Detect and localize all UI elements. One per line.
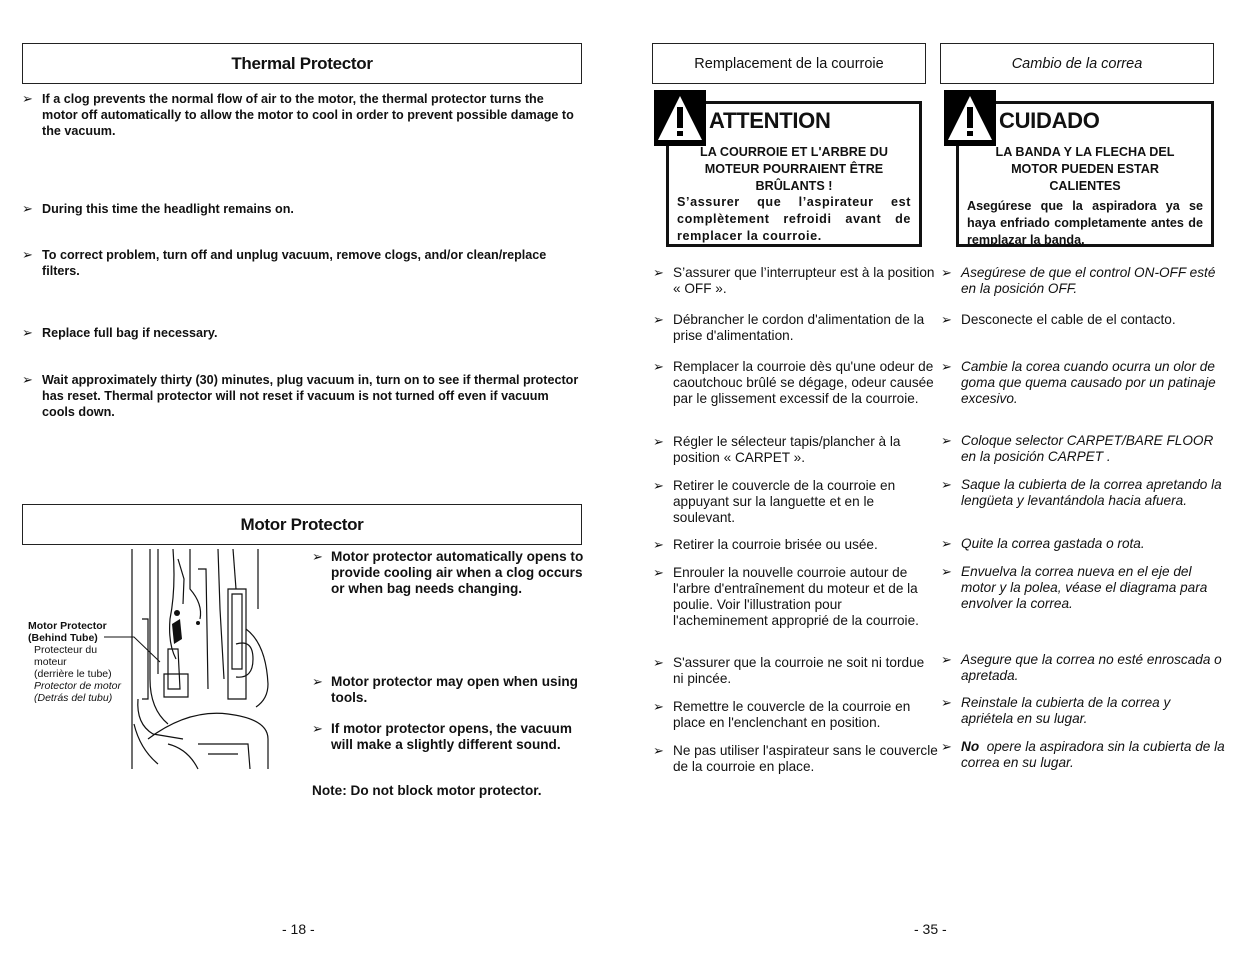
es-step-4: [941, 433, 1226, 465]
fr-warning-title: ATTENTION: [709, 108, 831, 133]
es-step-3: [941, 359, 1226, 407]
fr-step-5-text: Retirer le couvercle de la courroie en appuyant sur la languette et en le soulevant.: [673, 478, 896, 525]
label-en-line-2: (Behind Tube): [28, 632, 98, 644]
fr-step-5: [653, 478, 938, 526]
arrowhead-icon: ➢: [941, 265, 952, 280]
motor-bullet-1: [312, 549, 587, 597]
es-step-5: [941, 477, 1226, 509]
es-step-1-text: Asegúrese de que el control ON-OFF esté en la posición OFF.: [961, 265, 1216, 296]
arrowhead-icon: ➢: [312, 674, 323, 689]
arrowhead-icon: ➢: [22, 201, 33, 216]
fr-step-7-text: Enrouler la nouvelle courroie autour de l'arbre d'entraînement du moteur et de la poulie. Voir l'illustration pour l'acheminement approprié de la courroie.: [673, 565, 919, 628]
arrowhead-icon: ➢: [653, 655, 664, 670]
motor-bullet-1-text: Motor protector automatically opens to provide cooling air when a clog occurs or when bag needs changing.: [331, 549, 584, 596]
es-step-7-text: Envuelva la correa nueva en el eje del motor y la polea, véase el diagrama para envolver la correa.: [961, 564, 1208, 611]
es-step-6: [941, 536, 1226, 552]
es-section-header: [940, 43, 1214, 84]
es-step-5-text: Saque la cubierta de la correa apretando la lengüeta y levantándola hacia afuera.: [961, 477, 1222, 508]
es-step-10-bold: No: [961, 739, 980, 754]
arrowhead-icon: ➢: [653, 478, 664, 493]
warning-icon: [944, 90, 996, 146]
es-step-2: [941, 312, 1226, 328]
fr-step-6: [653, 537, 938, 553]
arrowhead-icon: ➢: [941, 359, 952, 374]
arrowhead-icon: ➢: [22, 91, 33, 106]
fr-step-4: [653, 434, 938, 466]
es-step-8-text: Asegure que la correa no esté enroscada o apretada.: [961, 652, 1222, 683]
es-step-10: [941, 739, 1226, 771]
fr-section-header: [652, 43, 926, 84]
thermal-bullet-2-text: During this time the headlight remains on.: [42, 202, 294, 216]
es-step-10-rest: opere la aspiradora sin la cubierta de la correa en su lugar.: [961, 739, 1225, 770]
es-step-6-text: Quite la correa gastada o rota.: [961, 536, 1145, 551]
es-warning-title: CUIDADO: [999, 108, 1100, 133]
fr-step-8: [653, 655, 938, 687]
es-step-2-text: Desconecte el cable de el contacto.: [961, 312, 1176, 327]
arrowhead-icon: ➢: [653, 743, 664, 758]
fr-step-3: [653, 359, 938, 407]
label-fr-line-1: Protecteur du: [34, 644, 98, 656]
label-fr-line-3: (derrière le tube): [34, 668, 112, 680]
arrowhead-icon: ➢: [653, 565, 664, 580]
es-section-title: Cambio de la correa: [1011, 55, 1143, 72]
arrowhead-icon: ➢: [653, 699, 664, 714]
arrowhead-icon: ➢: [22, 325, 33, 340]
thermal-bullet-1: [22, 91, 582, 139]
fr-step-2: [653, 312, 938, 344]
fr-step-3-text: Remplacer la courroie dès qu'une odeur de caoutchouc brûlé se dégage, odeur causée par le glissement excessif de la courroie.: [673, 359, 934, 406]
fr-warning-body: S’assurer que l’aspirateur est complètement refroidi avant de remplacer la courroie.: [677, 195, 911, 243]
arrowhead-icon: ➢: [22, 372, 33, 387]
es-step-7: [941, 564, 1226, 612]
arrowhead-icon: ➢: [22, 247, 33, 262]
label-en-line-1: Motor Protector: [28, 620, 107, 632]
es-step-1: [941, 265, 1226, 297]
thermal-protector-title: Thermal Protector: [231, 53, 373, 73]
arrowhead-icon: ➢: [941, 536, 952, 551]
warning-icon: [654, 90, 706, 146]
arrowhead-icon: ➢: [653, 312, 664, 327]
motor-protector-label: [28, 620, 138, 704]
motor-bullet-2: [312, 674, 587, 706]
arrowhead-icon: ➢: [653, 265, 664, 280]
fr-warning-box: [666, 101, 922, 247]
thermal-bullet-3: [22, 247, 582, 279]
motor-bullet-3: [312, 721, 587, 753]
arrowhead-icon: ➢: [312, 549, 323, 564]
page-number-left: - 18 -: [282, 921, 315, 937]
fr-step-2-text: Débrancher le cordon d'alimentation de la prise d'alimentation.: [673, 312, 925, 343]
fr-step-8-text: S'assurer que la courroie ne soit ni tordue ni pincée.: [673, 655, 925, 686]
arrowhead-icon: ➢: [941, 695, 952, 710]
fr-step-1: [653, 265, 938, 297]
arrowhead-icon: ➢: [312, 721, 323, 736]
es-step-8: [941, 652, 1226, 684]
label-es-line-2: (Detrás del tubu): [34, 692, 113, 704]
es-step-4-text: Coloque selector CARPET/BARE FLOOR en la posición CARPET .: [961, 433, 1214, 464]
thermal-bullet-4: [22, 325, 582, 341]
arrowhead-icon: ➢: [941, 312, 952, 327]
es-warning-body: Asegúrese que la aspiradora ya se haya enfriado completamente antes de remplazar la banda.: [967, 199, 1203, 247]
es-step-9: [941, 695, 1226, 727]
label-fr-line-2: moteur: [34, 656, 67, 668]
fr-step-1-text: S’assurer que l’interrupteur est à la position « OFF ».: [673, 265, 935, 296]
motor-note: Note: Do not block motor protector.: [312, 783, 542, 798]
fr-step-7: [653, 565, 938, 629]
fr-step-9-text: Remettre le couvercle de la courroie en place en l'enclenchant en position.: [673, 699, 911, 730]
fr-step-4-text: Régler le sélecteur tapis/plancher à la position « CARPET ».: [673, 434, 901, 465]
thermal-bullet-5-text: Wait approximately thirty (30) minutes, plug vacuum in, turn on to see if thermal protector has reset. Thermal protector will not reset if vacuum is not turned off even if vacuum cools down.: [42, 373, 579, 419]
arrowhead-icon: ➢: [941, 433, 952, 448]
arrowhead-icon: ➢: [941, 564, 952, 579]
arrowhead-icon: ➢: [653, 434, 664, 449]
thermal-protector-header: [22, 43, 582, 84]
es-warning-box: [956, 101, 1214, 247]
es-step-10-text: [961, 739, 1226, 771]
label-es-line-1: Protector de motor: [34, 680, 121, 692]
arrowhead-icon: ➢: [653, 359, 664, 374]
fr-step-10: [653, 743, 938, 775]
motor-protector-header: [22, 504, 582, 545]
es-step-3-text: Cambie la corea cuando ocurra un olor de goma que quema causado por un patinaje excesivo.: [961, 359, 1216, 406]
es-step-9-text: Reinstale la cubierta de la correa y apriétela en su lugar.: [961, 695, 1171, 726]
fr-warning-head: LA COURROIE ET L'ARBRE DU MOTEUR POURRAIENT ÊTRE BRÛLANTS !: [700, 145, 888, 193]
fr-step-10-text: Ne pas utiliser l'aspirateur sans le couvercle de la courroie en place.: [673, 743, 938, 774]
thermal-bullet-5: [22, 372, 582, 420]
fr-section-title: Remplacement de la courroie: [694, 55, 884, 72]
motor-protector-title: Motor Protector: [240, 514, 364, 534]
arrowhead-icon: ➢: [941, 652, 952, 667]
arrowhead-icon: ➢: [653, 537, 664, 552]
thermal-bullet-4-text: Replace full bag if necessary.: [42, 326, 218, 340]
motor-bullet-3-text: If motor protector opens, the vacuum will make a slightly different sound.: [331, 721, 572, 752]
arrowhead-icon: ➢: [941, 477, 952, 492]
motor-bullet-2-text: Motor protector may open when using tools.: [331, 674, 578, 705]
fr-step-6-text: Retirer la courroie brisée ou usée.: [673, 537, 878, 552]
arrowhead-icon: ➢: [941, 739, 952, 754]
page-number-right: - 35 -: [914, 921, 947, 937]
thermal-bullet-3-text: To correct problem, turn off and unplug vacuum, remove clogs, and/or clean/replace filters.: [42, 248, 547, 278]
es-warning-head: LA BANDA Y LA FLECHA DEL MOTOR PUEDEN ESTAR CALIENTES: [995, 145, 1175, 193]
thermal-bullet-2: [22, 201, 582, 217]
fr-step-9: [653, 699, 938, 731]
thermal-bullet-1-text: If a clog prevents the normal flow of air to the motor, the thermal protector turns the motor off automatically to allow the motor to cool in order to prevent possible damage to the vacuum.: [42, 92, 574, 138]
